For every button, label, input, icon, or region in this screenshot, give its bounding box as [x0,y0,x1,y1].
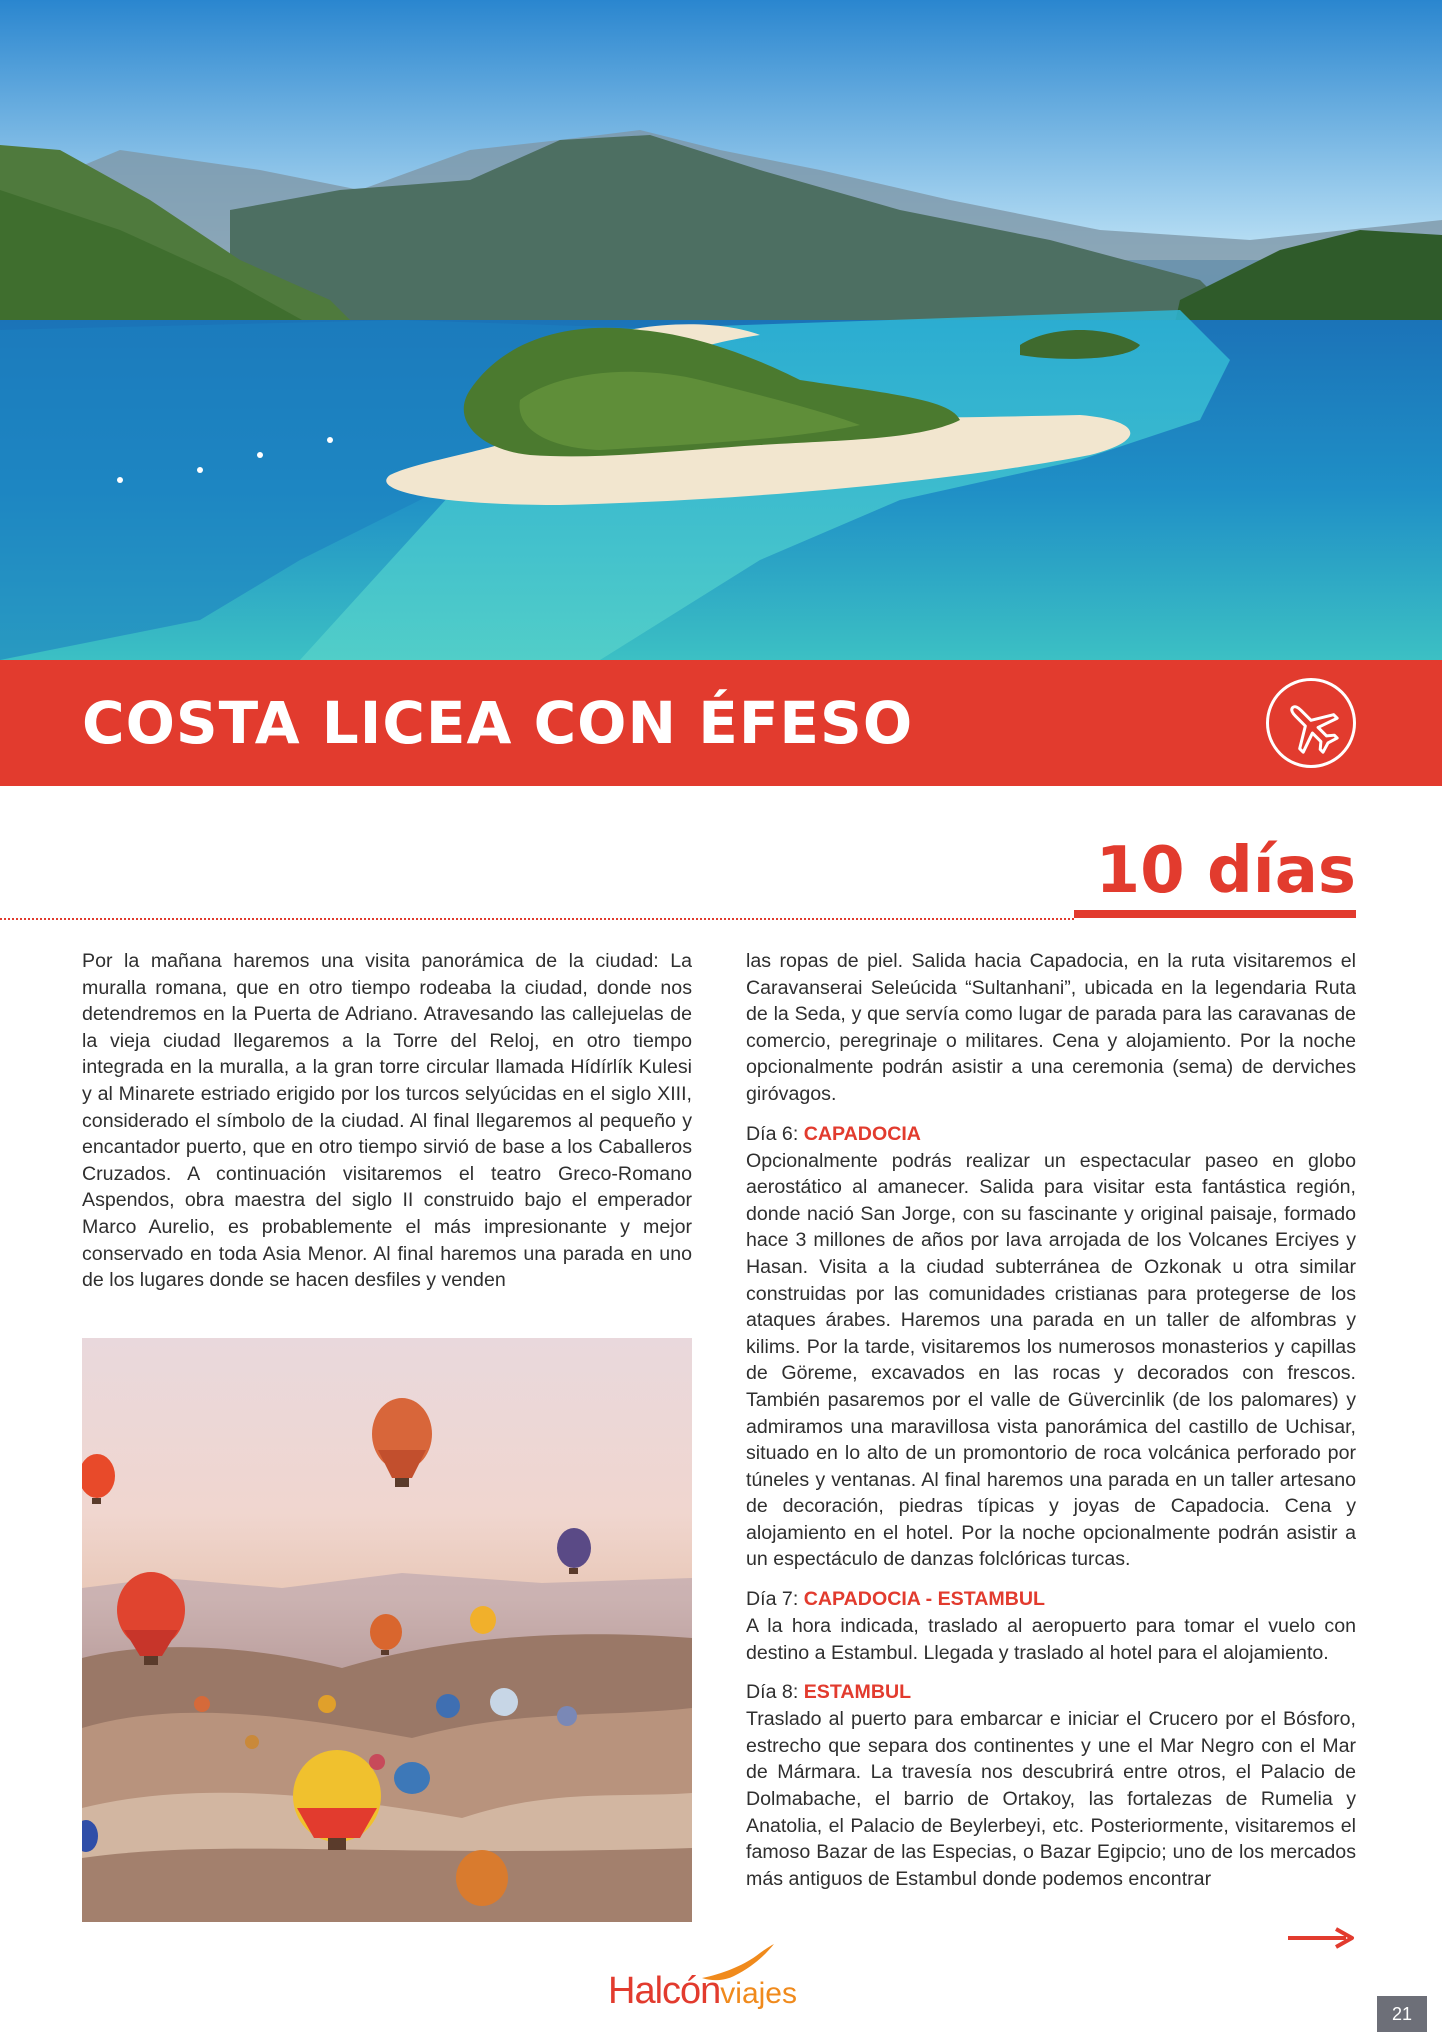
itinerary-intro: las ropas de piel. Salida hacia Capadocia, en la ruta visitaremos el Caravanserai Seleúcida “Sultanhani”, ubicada en la legendaria Ruta de la Seda, y que servía como lugar de parada para las caravanas de comercio, peregrinaje o militares. Cena y alojamiento. Por la noche opcionalmente podrán asistir a una ceremonia (sema) de derviches giróvagos. [746,950,1356,1105]
halcon-viajes-logo [608,1944,838,2024]
page-number: 21 [1377,1996,1427,2032]
day-8-text: Traslado al puerto para embarcar e iniciar el Crucero por el Bósforo, estrecho que separa dos continentes y une el Mar Negro con el Mar de Mármara. La travesía nos descubrirá entre otros, el Palacio de Dolmabache, el barrio de Ortakoy, las fortalezas de Rumelia y Anatolia, el Palacio de Beylerbeyi, etc. Posteriormente, visitaremos el famoso Bazar de las Especias, o Bazar Egipcio; uno de los mercados más antiguos de Estambul donde podemos encontrar [746,1708,1356,1890]
balloons-illustration [82,1338,692,1922]
day-8-label: Día 8: [746,1681,799,1704]
duration-underline [1074,910,1356,918]
day-7-text: A la hora indicada, traslado al aeropuerto para tomar el vuelo con destino a Estambul. Llegada y traslado al hotel para el alojamiento. [746,1615,1356,1664]
hero-image [0,0,1442,660]
day-6-text: Opcionalmente podrás realizar un espectacular paseo en globo aerostático al amanecer. Salida para visitar esta fantástica región, donde nació San Jorge, con su fascinante y original paisaje, formado hace 3 millones de años por lava arrojada de los Volcanes Erciyes y Hasan. Visita a la ciudad subterránea de Ozkonak u otra similar construidas por las comunidades cristianas para protegerse de los ataques árabes. Haremos una parada en un taller de alfombras y kilims. Por la tarde, visitaremos los numerosos monasterios y capillas de Göreme, excavados en las rocas y decorados con frescos. También pasaremos por el valle de Güvercinlik (de los palomares) y admiramos una maravillosa vista panorámica del castillo de Uchisar, situado en lo alto de un promontorio de roca volcánica perforado por túneles y ventanas. Al final haremos una parada en un taller artesano de decoración, piedras típicas y joyas de Capadocia. Cena y alojamiento en el hotel. Por la noche opcionalmente podrán asistir a un espectáculo de danzas folclóricas turcas. [746,1149,1356,1571]
trip-title: COSTA LICEA CON ÉFESO [82,689,914,757]
day-7-heading [746,1585,1356,1613]
day-7-place: CAPADOCIA - ESTAMBUL [803,1588,1046,1611]
coastal-lagoon-illustration [0,0,1442,660]
day-6-label: Día 6: [746,1122,799,1145]
itinerary-paragraph: Por la mañana haremos una visita panorámica de la ciudad: La muralla romana, que en otro tiempo rodeaba la ciudad, donde nos detendremos en la Puerta de Adriano. Atravesando las callejuelas de la vieja ciudad llegaremos a la Torre del Reloj, en otro tiempo integrada en la muralla, a la gran torre circular llamada Hídírlík Kulesi y al Minarete estriado erigido por los turcos selyúcidas en el siglo XIII, considerado el símbolo de la ciudad. Al final llegaremos al pequeño y encantador puerto, que en otro tiempo sirvió de base a los Caballeros Cruzados. A continuación visitaremos el teatro Greco-Romano Aspendos, obra maestra del siglo II construido bajo el emperador Marco Aurelio, es probablemente el más impresionante y mejor conservado en toda Asia Menor. Al final haremos una parada en uno de los lugares donde se hacen desfiles y venden [82,950,692,1292]
section-divider [0,918,1074,920]
logo-sub-text: viajes [720,1977,797,2010]
trip-duration: 10 días [1095,834,1356,908]
cappadocia-photo [82,1338,692,1922]
day-6-place: CAPADOCIA [803,1122,921,1145]
airplane-icon [1266,678,1356,768]
itinerary-left-column [82,948,692,1294]
itinerary-right-column [746,948,1356,1892]
title-banner [0,660,1442,786]
logo-wordmark [608,1970,797,2013]
day-8-place: ESTAMBUL [803,1681,912,1704]
day-8-heading [746,1678,1356,1706]
day-7-label: Día 7: [746,1588,799,1611]
day-6-heading [746,1120,1356,1148]
logo-main-text: Halcón [608,1970,721,2012]
arrow-right-icon [1286,1926,1356,1950]
